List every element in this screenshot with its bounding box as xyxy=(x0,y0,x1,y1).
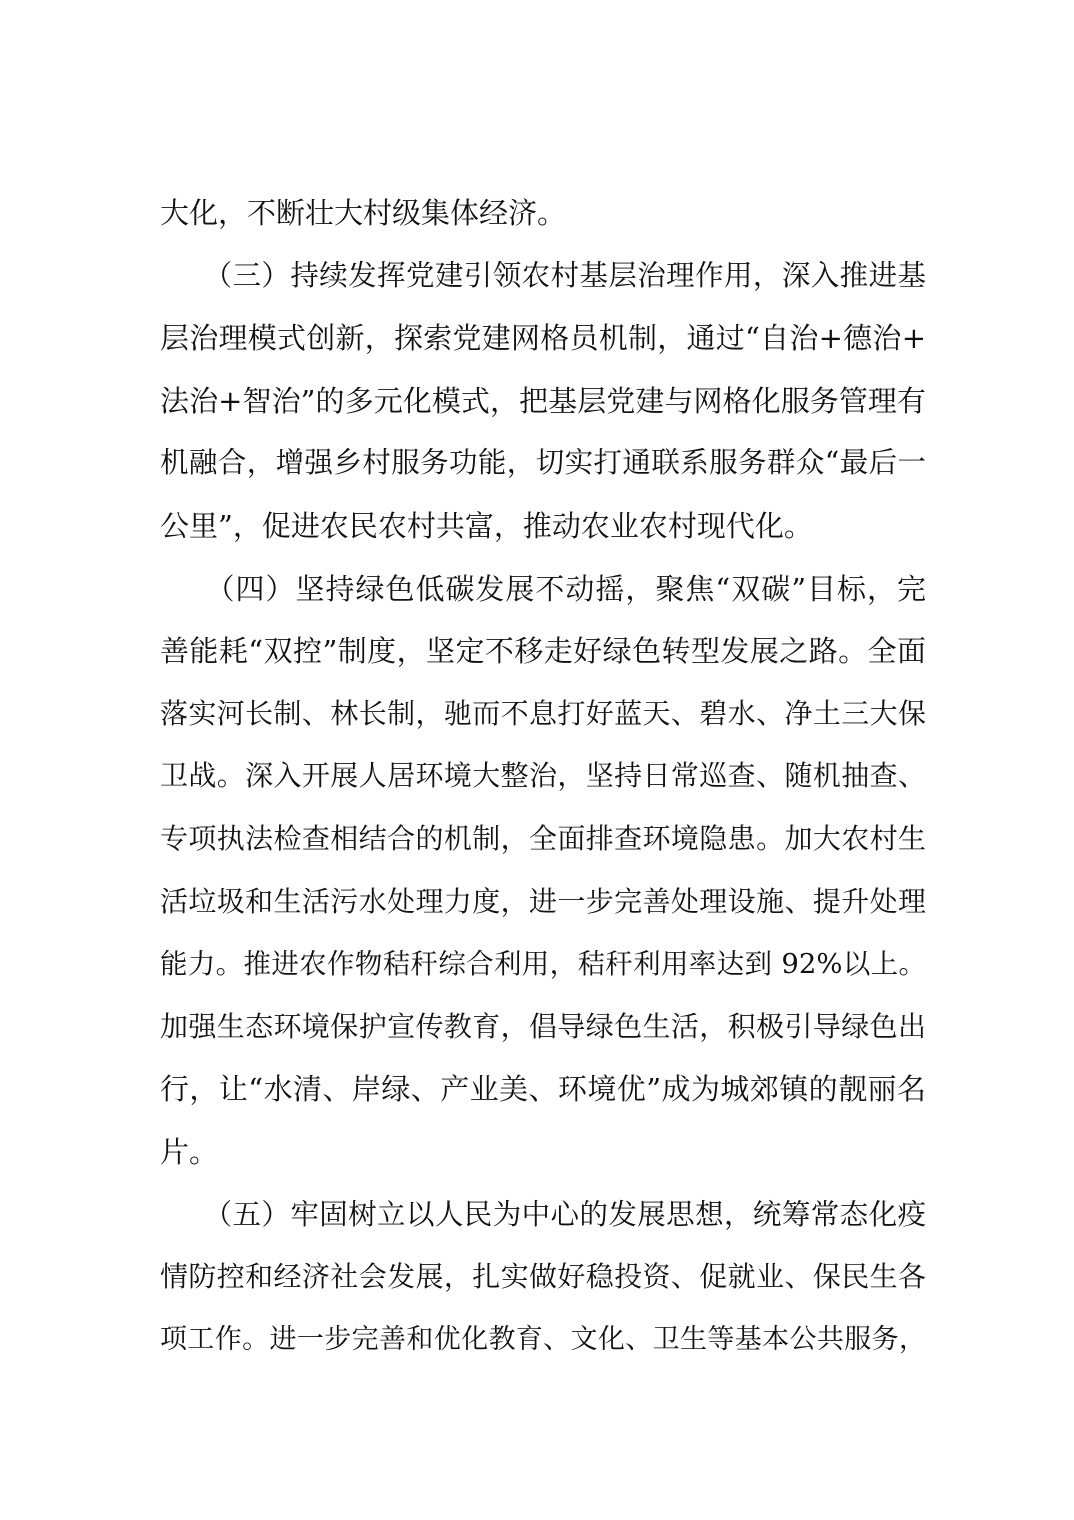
text-line: 专项执法检查相结合的机制，全面排查环境隐患。加大农村生 xyxy=(160,821,926,855)
text-line: 机融合，增强乡村服务功能，切实打通联系服务群众“最后一 xyxy=(160,446,926,480)
text-line: 情防控和经济社会发展，扎实做好稳投资、促就业、保民生各 xyxy=(160,1260,926,1294)
text-line: 法治+智治”的多元化模式，把基层党建与网格化服务管理有 xyxy=(160,383,926,418)
text-line: 项工作。进一步完善和优化教育、文化、卫生等基本公共服务， xyxy=(160,1323,926,1355)
text-line: 能力。推进农作物秸秆综合利用，秸秆利用率达到 92%以上。 xyxy=(160,948,926,981)
text-line: 落实河长制、林长制，驰而不息打好蓝天、碧水、净土三大保 xyxy=(160,696,926,730)
text-line: 大化，不断壮大村级集体经济。 xyxy=(160,196,567,230)
text-line: 行，让“水清、岸绿、产业美、环境优”成为城郊镇的靓丽名 xyxy=(160,1072,926,1107)
text-line: （三）持续发挥党建引领农村基层治理作用，深入推进基 xyxy=(160,258,926,292)
text-line: （五）牢固树立以人民为中心的发展思想，统筹常态化疫 xyxy=(160,1197,926,1231)
text-line: 善能耗“双控”制度，坚定不移走好绿色转型发展之路。全面 xyxy=(160,634,926,669)
text-line: 片。 xyxy=(160,1134,219,1169)
text-line: （四）坚持绿色低碳发展不动摇，聚焦“双碳”目标，完 xyxy=(160,571,926,606)
text-line: 活垃圾和生活污水处理力度，进一步完善处理设施、提升处理 xyxy=(160,884,926,918)
text-line: 加强生态环境保护宣传教育，倡导绿色生活，积极引导绿色出 xyxy=(160,1009,926,1043)
text-line: 层治理模式创新，探索党建网格员机制，通过“自治+德治+ xyxy=(160,321,926,356)
body-text xyxy=(160,182,926,1371)
text-line: 公里”，促进农民农村共富，推动农业农村现代化。 xyxy=(160,508,813,543)
text-line: 卫战。深入开展人居环境大整治，坚持日常巡查、随机抽查、 xyxy=(160,759,926,793)
